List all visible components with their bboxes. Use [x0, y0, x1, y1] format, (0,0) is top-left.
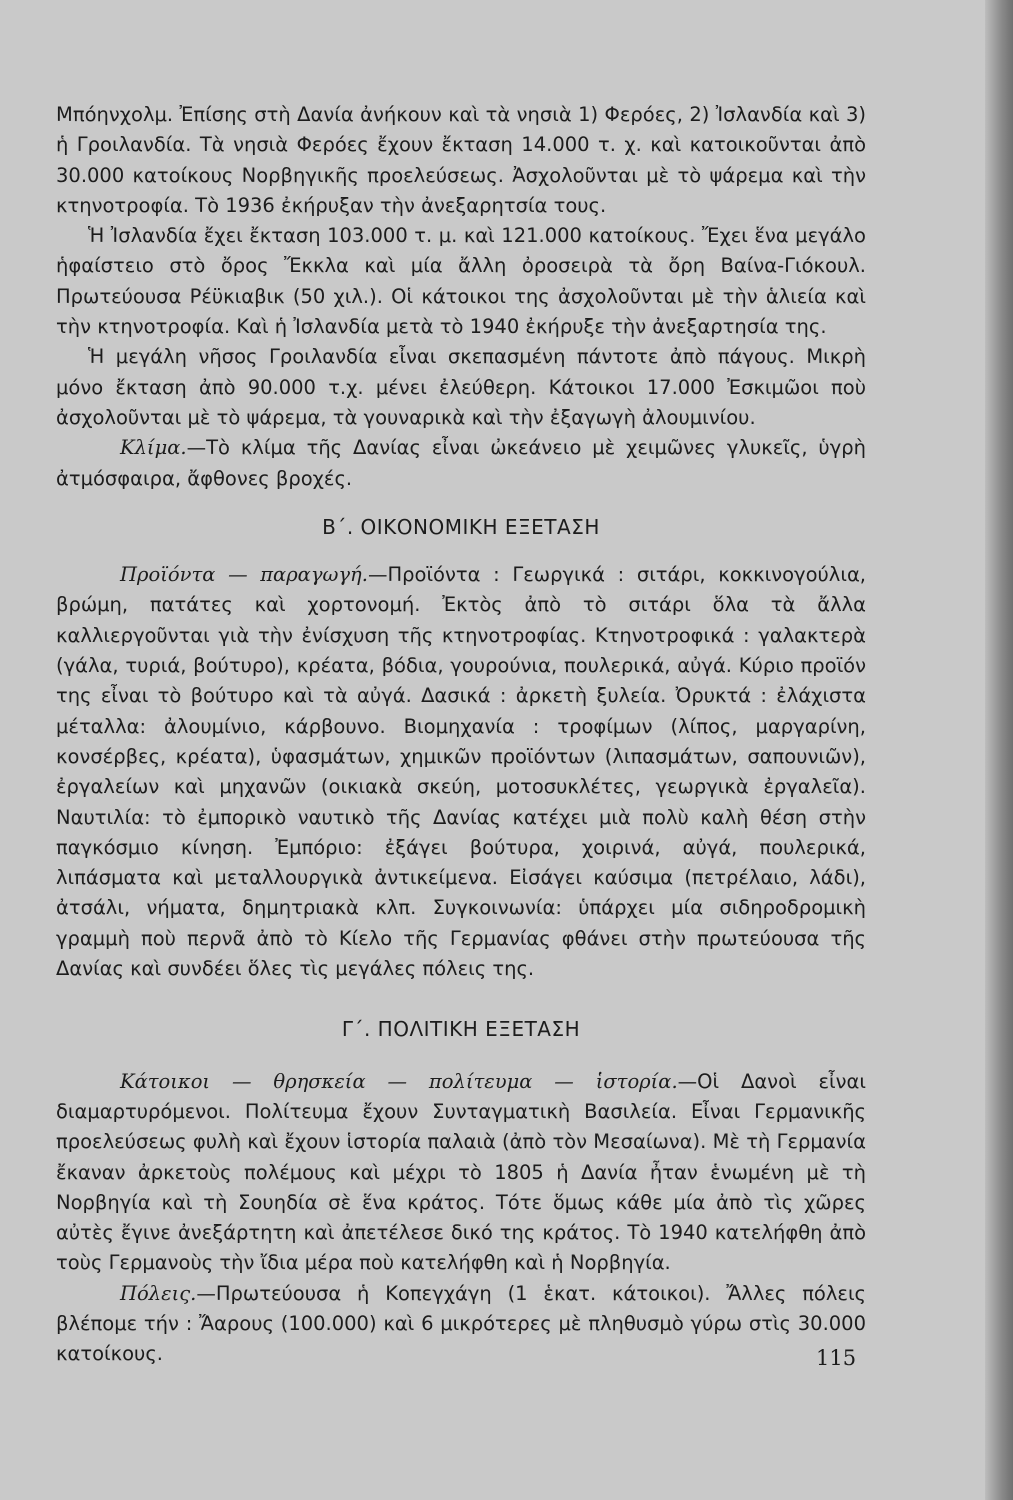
paragraph-cities	[56, 1279, 866, 1370]
paragraph-faroe-islands: Μπόηνχολμ. Ἐπίσης στὴ Δανία ἀνήκουν καὶ τὰ νησιὰ 1) Φερόες, 2) Ἰσλανδία καὶ 3) ἡ Γροιλανδία. Τὰ νησιὰ Φερόες ἔχουν ἔκταση 14.000 τ. χ. καὶ κατοικοῦνται ἀπὸ 30.000 κατοίκους Νορβηγικῆς προελεύσεως. Ἀσχολοῦνται μὲ τὸ ψάρεμα καὶ τὴν κτηνοτροφία. Τὸ 1936 ἐκήρυξαν τὴν ἀνεξαρητσία τους.	[56, 103, 866, 217]
paragraph-greenland: Ἡ μεγάλη νῆσος Γροιλανδία εἶναι σκεπασμένη πάντοτε ἀπὸ πάγους. Μικρὴ μόνο ἔκταση ἀπὸ 90.000 τ.χ. μένει ἐλεύθερη. Κάτοικοι 17.000 Ἐσκιμῶοι ποὺ ἀσχολοῦνται μὲ τὸ ψάρεμα, τὰ γουναρικὰ καὶ τὴν ἐξαγωγὴ ἀλουμινίου.	[56, 345, 866, 429]
climate-text: —Τὸ κλίμα τῆς Δανίας εἶναι ὠκεάνειο μὲ χειμῶνες γλυκεῖς, ὑγρὴ ἀτμόσφαιρα, ἄφθονες βροχές.	[56, 436, 866, 490]
paragraph-products	[56, 560, 866, 984]
climate-label: Κλίμα.	[120, 436, 187, 460]
inhabitants-label: Κάτοικοι — θρησκεία — πολίτευμα — ἱστορία.	[120, 1069, 678, 1093]
paragraph-iceland: Ἡ Ἰσλανδία ἔχει ἔκταση 103.000 τ. μ. καὶ 121.000 κατοίκους. Ἔχει ἕνα μεγάλο ἡφαίστειο στὸ ὄρος Ἔκκλα καὶ μία ἄλλη ὀροσειρὰ τὰ ὄρη Βαίνα-Γιόκουλ. Πρωτεύουσα Ρέϋκιαβικ (50 χιλ.). Οἱ κάτοικοι της ἀσχολοῦνται μὲ τὴν ἁλιεία καὶ τὴν κτηνοτροφία. Καὶ ἡ Ἰσλανδία μετὰ τὸ 1940 ἐκήρυξε τὴν ἀνεξαρτησία της.	[56, 224, 866, 339]
paragraph-inhabitants	[56, 1067, 866, 1279]
section-heading-economic: Β΄. ΟΙΚΟΝΟΜΙΚΗ ΕΞΕΤΑΣΗ	[322, 514, 600, 539]
page-text-block	[56, 100, 866, 1370]
cities-label: Πόλεις.	[120, 1281, 197, 1305]
products-text: —Προϊόντα : Γεωργικά : σιτάρι, κοκκινογούλια, βρώμη, πατάτες καὶ χορτονομή. Ἐκτὸς ἀπὸ τὸ σιτάρι ὅλα τὰ ἄλλα καλλιεργοῦνται γιὰ τὴν ἐνίσχυση τῆς κτηνοτροφίας. Κτηνοτροφικά : γαλακτερὰ (γάλα, τυριά, βούτυρο), κρέατα, βόδια, γουρούνια, πουλερικά, αὐγά. Κύριο προϊόν της εἶναι τὸ βούτυρο καὶ τὰ αὐγά. Δασικά : ἀρκετὴ ξυλεία. Ὀρυκτά : ἐλάχιστα μέταλλα: ἀλουμίνιο, κάρβουνο. Βιομηχανία : τροφίμων (λίπος, μαργαρίνη, κονσέρβες, κρέατα), ὑφασμάτων, χημικῶν προϊόντων (λιπασμάτων, σαπουνιῶν), ἐργαλείων καὶ μηχανῶν (οικιακὰ σκεύη, μοτοσυκλέτες, γεωργικὰ ἐργαλεῖα). Ναυτιλία: τὸ ἐμπορικὸ ναυτικὸ τῆς Δανίας κατέχει μιὰ πολὺ καλὴ θέση στὴν παγκόσμιο κίνηση. Ἐμπόριο: ἐξάγει βούτυρα, χοιρινά, αὐγά, πουλερικά, λιπάσματα καὶ μεταλλουργικὰ ἀντικείμενα. Εἰσάγει καύσιμα (πετρέλαιο, λάδι), ἀτσάλι, νήματα, δημητριακὰ κλπ. Συγκοινωνία: ὑπάρχει μία σιδηροδρομικὴ γραμμὴ ποὺ περνᾶ ἀπὸ τὸ Κίελο τῆς Γερμανίας φθάνει στὴν πρωτεύουσα τῆς Δανίας καὶ συνδέει ὅλες τὶς μεγάλες πόλεις της.	[56, 563, 867, 981]
page-number: 115	[816, 1346, 857, 1370]
cities-text: —Πρωτεύουσα ἡ Κοπεγχάγη (1 ἑκατ. κάτοικοι). Ἄλλες πόλεις βλέπομε τήν : Ἄαρους (100.000) καὶ 6 μικρότερες μὲ πληθυσμὸ γύρω στὶς 30.000 κατοίκους.	[56, 1281, 866, 1366]
page-edge-shadow	[985, 0, 1013, 1500]
section-heading-political: Γ΄. ΠΟΛΙΤΙΚΗ ΕΞΕΤΑΣΗ	[341, 1017, 581, 1042]
inhabitants-text: —Οἱ Δανοὶ εἶναι διαμαρτυρόμενοι. Πολίτευμα ἔχουν Συνταγματικὴ Βασιλεία. Εἶναι Γερμανικῆς προελεύσεως φυλὴ καὶ ἔχουν ἱστορία παλαιὰ (ἀπὸ τὸν Μεσαίωνα). Μὲ τὴ Γερμανία ἔκαναν ἀρκετοὺς πολέμους καὶ μέχρι τὸ 1805 ἡ Δανία ἦταν ἑνωμένη μὲ τὴ Νορβηγία καὶ τὴ Σουηδία σὲ ἕνα κράτος. Τότε ὅμως κάθε μία ἀπὸ τὶς χῶρες αὐτὲς ἔγινε ἀνεξάρτητη καὶ ἀπετέλεσε δικό της κράτος. Τὸ 1940 κατελήφθη ἀπὸ τοὺς Γερμανοὺς τὴν ἴδια μέρα ποὺ κατελήφθη καὶ ἡ Νορβηγία.	[56, 1069, 866, 1275]
paragraph-climate	[56, 433, 866, 494]
products-label: Προϊόντα — παραγωγή.	[120, 563, 368, 587]
